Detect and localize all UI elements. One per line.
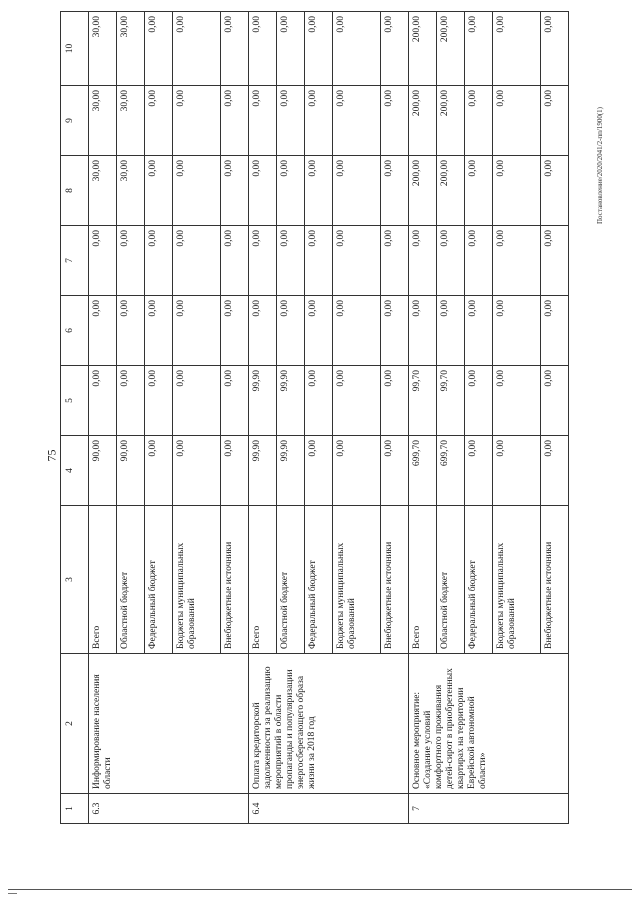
amount-cell: 0,00 (465, 156, 493, 226)
amount-cell: 0,00 (333, 86, 381, 156)
amount-cell: 0,00 (221, 12, 249, 86)
funding-source: Внебюджетные источники (541, 506, 569, 654)
amount-cell: 0,00 (221, 436, 249, 506)
amount-cell: 0,00 (145, 156, 173, 226)
amount-cell: 0,00 (493, 86, 541, 156)
budget-table-container (60, 12, 592, 824)
amount-cell: 0,00 (465, 366, 493, 436)
amount-cell: 0,00 (541, 12, 569, 86)
amount-cell: 30,00 (117, 12, 145, 86)
amount-cell: 0,00 (381, 226, 409, 296)
amount-cell: 0,00 (493, 12, 541, 86)
amount-cell: 0,00 (541, 366, 569, 436)
amount-cell: 99,90 (249, 436, 277, 506)
amount-cell: 0,00 (173, 226, 221, 296)
amount-cell: 0,00 (541, 86, 569, 156)
funding-source: Федеральный бюджет (145, 506, 173, 654)
funding-source: Федеральный бюджет (465, 506, 493, 654)
amount-cell: 0,00 (249, 226, 277, 296)
amount-cell: 90,00 (89, 436, 117, 506)
amount-cell: 0,00 (493, 226, 541, 296)
amount-cell: 0,00 (173, 366, 221, 436)
header-cell: 7 (61, 226, 89, 296)
amount-cell: 0,00 (465, 296, 493, 366)
amount-cell: 0,00 (277, 226, 305, 296)
amount-cell: 99,90 (277, 436, 305, 506)
header-cell: 5 (61, 366, 89, 436)
amount-cell: 0,00 (117, 366, 145, 436)
amount-cell: 30,00 (89, 12, 117, 86)
header-cell: 9 (61, 86, 89, 156)
amount-cell: 200,00 (409, 12, 437, 86)
amount-cell: 0,00 (305, 156, 333, 226)
amount-cell: 0,00 (381, 366, 409, 436)
amount-cell: 0,00 (277, 156, 305, 226)
amount-cell: 30,00 (117, 156, 145, 226)
amount-cell: 0,00 (305, 296, 333, 366)
funding-source: Всего (409, 506, 437, 654)
amount-cell: 0,00 (89, 226, 117, 296)
amount-cell: 0,00 (305, 86, 333, 156)
amount-cell: 0,00 (173, 12, 221, 86)
bottom-rule (8, 889, 632, 890)
amount-cell: 0,00 (173, 156, 221, 226)
amount-cell: 0,00 (333, 436, 381, 506)
amount-cell: 0,00 (409, 226, 437, 296)
amount-cell: 0,00 (305, 436, 333, 506)
amount-cell: 0,00 (221, 156, 249, 226)
amount-cell: 0,00 (117, 296, 145, 366)
amount-cell: 0,00 (89, 366, 117, 436)
amount-cell: 200,00 (437, 12, 465, 86)
amount-cell: 0,00 (277, 86, 305, 156)
amount-cell: 0,00 (333, 226, 381, 296)
amount-cell: 0,00 (221, 86, 249, 156)
activity-code: 6.4 (249, 794, 409, 824)
funding-source: Всего (89, 506, 117, 654)
amount-cell: 0,00 (333, 296, 381, 366)
amount-cell: 200,00 (409, 86, 437, 156)
table-row (409, 12, 437, 824)
funding-source: Федеральный бюджет (305, 506, 333, 654)
amount-cell: 0,00 (493, 156, 541, 226)
amount-cell: 699,70 (437, 436, 465, 506)
amount-cell: 0,00 (89, 296, 117, 366)
funding-source: Всего (249, 506, 277, 654)
amount-cell: 30,00 (89, 156, 117, 226)
amount-cell: 0,00 (145, 436, 173, 506)
amount-cell: 0,00 (381, 86, 409, 156)
amount-cell: 0,00 (409, 296, 437, 366)
amount-cell: 0,00 (493, 436, 541, 506)
amount-cell: 0,00 (145, 12, 173, 86)
amount-cell: 0,00 (221, 296, 249, 366)
amount-cell: 0,00 (465, 226, 493, 296)
amount-cell: 0,00 (493, 296, 541, 366)
amount-cell: 0,00 (173, 296, 221, 366)
amount-cell: 0,00 (381, 296, 409, 366)
amount-cell: 0,00 (221, 226, 249, 296)
funding-source: Бюджеты муниципальных образований (333, 506, 381, 654)
amount-cell: 0,00 (465, 12, 493, 86)
amount-cell: 699,70 (409, 436, 437, 506)
amount-cell: 99,90 (277, 366, 305, 436)
amount-cell: 0,00 (145, 296, 173, 366)
page-number: 75 (44, 449, 59, 462)
amount-cell: 0,00 (381, 12, 409, 86)
table-row (249, 12, 277, 824)
header-cell: 3 (61, 506, 89, 654)
amount-cell: 0,00 (117, 226, 145, 296)
amount-cell: 0,00 (541, 436, 569, 506)
amount-cell: 0,00 (437, 296, 465, 366)
amount-cell: 0,00 (145, 226, 173, 296)
table-body (61, 12, 569, 824)
header-cell: 6 (61, 296, 89, 366)
amount-cell: 0,00 (541, 156, 569, 226)
table-row (89, 12, 117, 824)
amount-cell: 90,00 (117, 436, 145, 506)
activity-code: 7 (409, 794, 569, 824)
amount-cell: 0,00 (333, 366, 381, 436)
amount-cell: 0,00 (277, 12, 305, 86)
amount-cell: 0,00 (465, 436, 493, 506)
amount-cell: 0,00 (333, 156, 381, 226)
amount-cell: 30,00 (89, 86, 117, 156)
amount-cell: 0,00 (493, 366, 541, 436)
funding-source: Внебюджетные источники (381, 506, 409, 654)
amount-cell: 0,00 (173, 436, 221, 506)
activity-name: Основное мероприятие: «Создание условий комфортного проживания детей-сирот в приобретенных квартирах на территории Еврейской автономной области» (409, 654, 569, 794)
header-cell: 2 (61, 654, 89, 794)
activity-code: 6.3 (89, 794, 249, 824)
amount-cell: 0,00 (305, 366, 333, 436)
amount-cell: 30,00 (117, 86, 145, 156)
bottom-rule-tick (8, 893, 17, 894)
amount-cell: 0,00 (437, 226, 465, 296)
document-stamp: Постановление/2020/2041/2-пп/1900(1) (596, 106, 604, 224)
amount-cell: 200,00 (437, 86, 465, 156)
amount-cell: 0,00 (221, 366, 249, 436)
amount-cell: 200,00 (409, 156, 437, 226)
header-cell: 8 (61, 156, 89, 226)
funding-source: Бюджеты муниципальных образований (493, 506, 541, 654)
amount-cell: 0,00 (277, 296, 305, 366)
header-cell: 1 (61, 794, 89, 824)
amount-cell: 200,00 (437, 156, 465, 226)
funding-source: Областной бюджет (437, 506, 465, 654)
amount-cell: 99,70 (437, 366, 465, 436)
activity-name: Оплата кредиторской задолженности за реализацию мероприятий в области пропаганды и популяризации энергосберегающего образа жизни за 2018 год (249, 654, 409, 794)
amount-cell: 0,00 (173, 86, 221, 156)
funding-source: Областной бюджет (117, 506, 145, 654)
amount-cell: 99,70 (409, 366, 437, 436)
funding-source: Бюджеты муниципальных образований (173, 506, 221, 654)
amount-cell: 0,00 (465, 86, 493, 156)
amount-cell: 0,00 (333, 12, 381, 86)
amount-cell: 0,00 (305, 12, 333, 86)
amount-cell: 0,00 (249, 12, 277, 86)
amount-cell: 0,00 (305, 226, 333, 296)
amount-cell: 0,00 (541, 296, 569, 366)
amount-cell: 0,00 (249, 86, 277, 156)
funding-source: Внебюджетные источники (221, 506, 249, 654)
amount-cell: 0,00 (541, 226, 569, 296)
amount-cell: 0,00 (145, 366, 173, 436)
table-header-row (61, 12, 89, 824)
budget-table (60, 11, 569, 824)
header-cell: 10 (61, 12, 89, 86)
amount-cell: 0,00 (381, 436, 409, 506)
amount-cell: 0,00 (145, 86, 173, 156)
header-cell: 4 (61, 436, 89, 506)
funding-source: Областной бюджет (277, 506, 305, 654)
amount-cell: 0,00 (249, 296, 277, 366)
activity-name: Информирование населения области (89, 654, 249, 794)
amount-cell: 0,00 (249, 156, 277, 226)
amount-cell: 0,00 (381, 156, 409, 226)
amount-cell: 99,90 (249, 366, 277, 436)
